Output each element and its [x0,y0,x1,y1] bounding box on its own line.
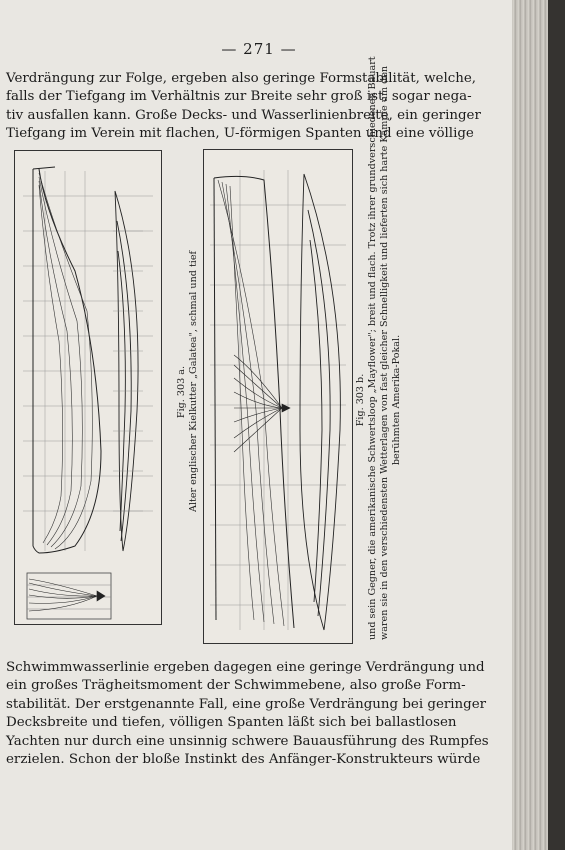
figure-number: Fig. 303 b. [355,373,366,427]
half-breadth-plan [300,174,340,630]
text-line: erzielen. Schon der bloße Instinkt des Anfänger-Konstrukteurs würde [6,752,481,768]
page-number: — 271 — [221,40,297,58]
text-line: ein großes Trägheitsmoment der Schwimmebene, also große Form- [6,678,466,694]
figure-303b-drawing [203,149,353,644]
waterlines [39,173,92,549]
text-line: falls der Tiefgang im Verhältnis zur Breite sehr groß ist, sogar nega- [6,89,472,105]
figure-303b-caption [355,56,403,640]
waterlines [218,180,284,626]
caption-text: waren sie in den verschiedensten Wetterlagen von fast gleicher Schnelligkeit und lieferten sich harte Kämpfe um den [379,65,390,640]
hull-lines-galatea [15,151,161,624]
text-line: Schwimmwasserlinie ergeben dagegen eine geringe Verdrängung und [6,660,485,675]
body-plan [27,579,111,611]
figure-number: Fig. 303 a. [176,365,187,419]
hull-lines-mayflower [204,150,352,643]
caption-text: und sein Gegner, die amerikanische Schwertsloop „Mayflower"; breit und flach. Trotz ihrer grundverschiedenen Bauart [367,56,378,640]
figure-303a-caption [176,250,200,512]
grid-lines [210,170,346,630]
text-line: Tiefgang im Verein mit flachen, U-förmigen Spanten und eine völlige [6,126,474,142]
caption-text: Alter englischer Kielkutter „Galatea", schmal und tief [188,250,199,512]
paragraph-bottom [6,659,489,769]
profile-view [214,176,294,628]
text-line: stabilität. Der erstgenannte Fall, eine große Verdrängung bei geringer [6,696,487,712]
figure-303a-drawing [14,150,162,625]
paragraph-top [6,70,481,144]
book-cover-shadow [548,0,565,850]
text-line: Decksbreite und tiefen, völligen Spanten läßt sich bei ballastlosen [6,715,457,731]
text-line: Yachten nur durch eine unsinnig schwere Bauausführung des Rumpfes [6,733,489,749]
text-line: tiv ausfallen kann. Große Decks- und Wasserlinienbreite, ein geringer [6,107,481,123]
caption-text: berühmten Amerika-Pokal. [391,334,402,466]
text-line: Verdrängung zur Folge, ergeben also geringe Formstabilität, welche, [6,71,477,86]
